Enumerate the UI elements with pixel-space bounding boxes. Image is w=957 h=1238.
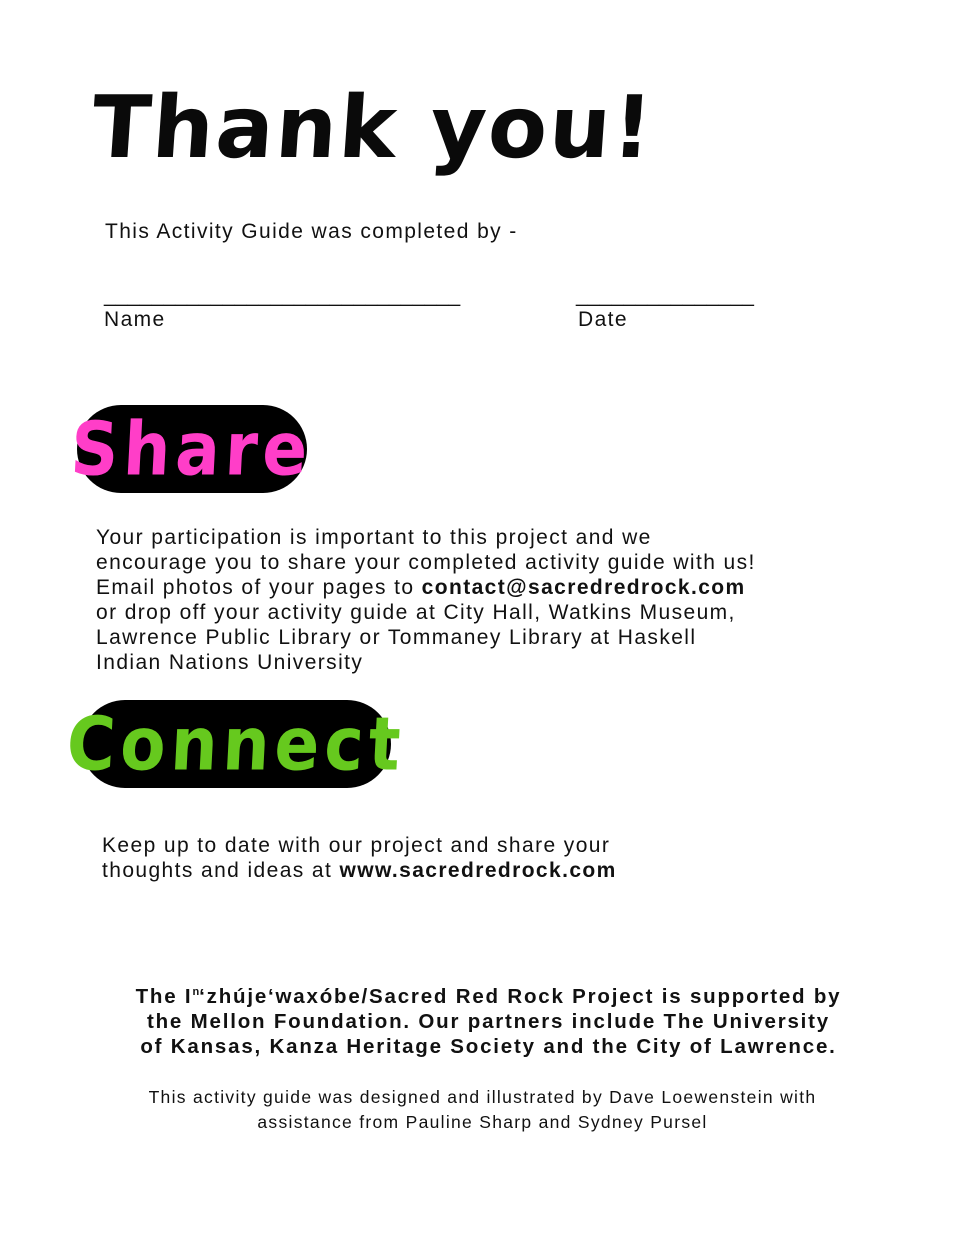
email-link[interactable]: contact@sacredredrock.com [421, 576, 746, 599]
credits-line-2: assistance from Pauline Sharp and Sydney Pursel [257, 1112, 708, 1132]
email-prefix: Email photos of your pages to [96, 576, 422, 599]
credits-line-1: This activity guide was designed and illustrated by Dave Loewenstein with [148, 1087, 817, 1107]
share-line-5: Lawrence Public Library or Tommaney Library at Haskell [96, 626, 697, 649]
share-heading-badge [69, 405, 315, 493]
share-line-3 [96, 575, 856, 600]
support-line-2: the Mellon Foundation. Our partners include The University [146, 1010, 830, 1033]
connect-heading: Connect [64, 700, 408, 788]
connect-line-2 [102, 858, 802, 883]
share-line-2: encourage you to share your completed activity guide with us! [96, 551, 756, 574]
website-prefix: thoughts and ideas at [102, 859, 340, 882]
share-heading: Share [69, 405, 315, 493]
connect-heading-badge [64, 700, 408, 788]
share-line-6: Indian Nations University [96, 651, 364, 674]
connect-paragraph [102, 833, 802, 883]
support-text-b: ‘zhúje‘waxóbe/Sacred Red Rock Project is supported by [199, 985, 842, 1008]
date-label: Date [578, 308, 628, 331]
share-line-1: Your participation is important to this project and we [96, 526, 652, 549]
connect-line-1: Keep up to date with our project and share your [102, 834, 611, 857]
share-paragraph [96, 525, 856, 675]
support-line-3: of Kansas, Kanza Heritage Society and the City of Lawrence. [140, 1035, 837, 1058]
page-title: Thank you! [88, 78, 658, 178]
support-superscript: n [192, 986, 200, 998]
share-line-4: or drop off your activity guide at City Hall, Watkins Museum, [96, 601, 736, 624]
support-line-1 [60, 980, 917, 1009]
support-statement [60, 980, 917, 1059]
completed-by-text: This Activity Guide was completed by - [105, 220, 518, 243]
name-label: Name [104, 308, 166, 331]
credits [60, 1085, 905, 1135]
website-link[interactable]: www.sacredredrock.com [339, 859, 617, 882]
date-blank-line: _______________ [576, 284, 755, 307]
support-text-a: The I [135, 985, 193, 1008]
name-blank-line: ______________________________ [104, 284, 461, 307]
